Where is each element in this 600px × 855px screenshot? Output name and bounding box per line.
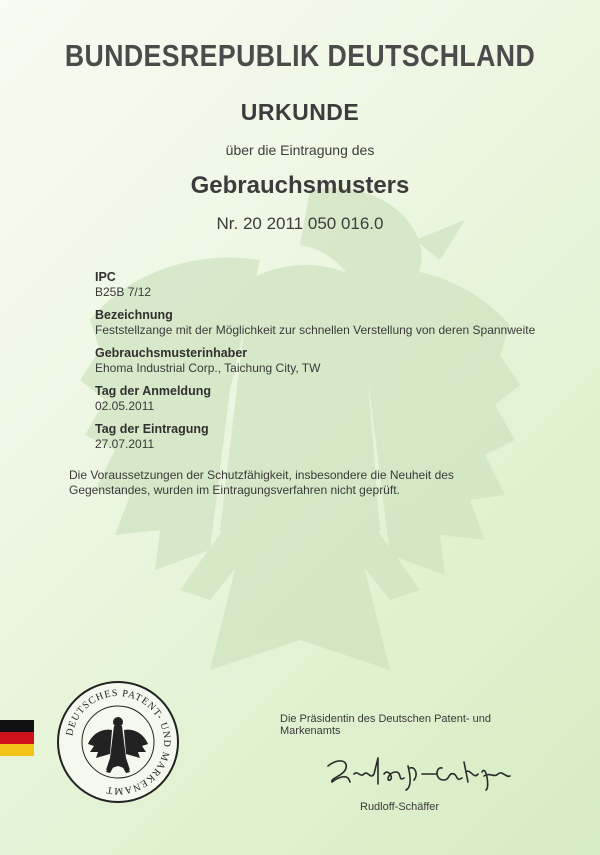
field-value: 02.05.2011	[95, 399, 155, 413]
field-value: Feststellzange mit der Möglichkeit zur schnellen Verstellung von deren Spannweite	[95, 323, 536, 337]
registration-number: Nr. 20 2011 050 016.0	[216, 214, 384, 233]
field-bezeichnung	[95, 308, 565, 337]
seal-text: DEUTSCHES PATENT- UND MARKENAMT	[64, 687, 173, 797]
signer-name: Rudloff-Schäffer	[360, 801, 440, 813]
german-flag-stripe	[0, 720, 34, 756]
signature	[318, 752, 528, 792]
field-inhaber	[95, 346, 565, 375]
field-label: IPC	[95, 270, 116, 284]
examination-note: Die Voraussetzungen der Schutzfähigkeit, insbesondere die Neuheit des Gegenstandes, wurden im Eintragungsverfahren nicht geprüft.	[69, 468, 454, 497]
flag-stripe-red	[0, 732, 34, 744]
dpma-seal-icon	[56, 680, 180, 804]
field-anmeldung	[95, 384, 565, 413]
document-subtitle: über die Eintragung des	[225, 142, 375, 158]
field-value: 27.07.2011	[95, 437, 155, 451]
field-label: Bezeichnung	[95, 308, 173, 322]
field-label: Tag der Eintragung	[95, 422, 209, 436]
field-label: Gebrauchsmusterinhaber	[95, 346, 248, 360]
field-label: Tag der Anmeldung	[95, 384, 211, 398]
flag-stripe-gold	[0, 744, 34, 756]
president-title: Die Präsidentin des Deutschen Patent- und Markenamts	[280, 713, 491, 737]
flag-stripe-black	[0, 720, 34, 732]
registration-fields	[95, 270, 565, 460]
field-value: Ehoma Industrial Corp., Taichung City, TW	[95, 361, 321, 375]
nation-title: BUNDESREPUBLIK DEUTSCHLAND	[64, 38, 536, 73]
field-ipc	[95, 270, 565, 299]
field-eintragung	[95, 422, 565, 451]
document-type: URKUNDE	[240, 99, 360, 125]
field-value: B25B 7/12	[95, 285, 152, 299]
document-title: Gebrauchsmusters	[190, 172, 410, 199]
